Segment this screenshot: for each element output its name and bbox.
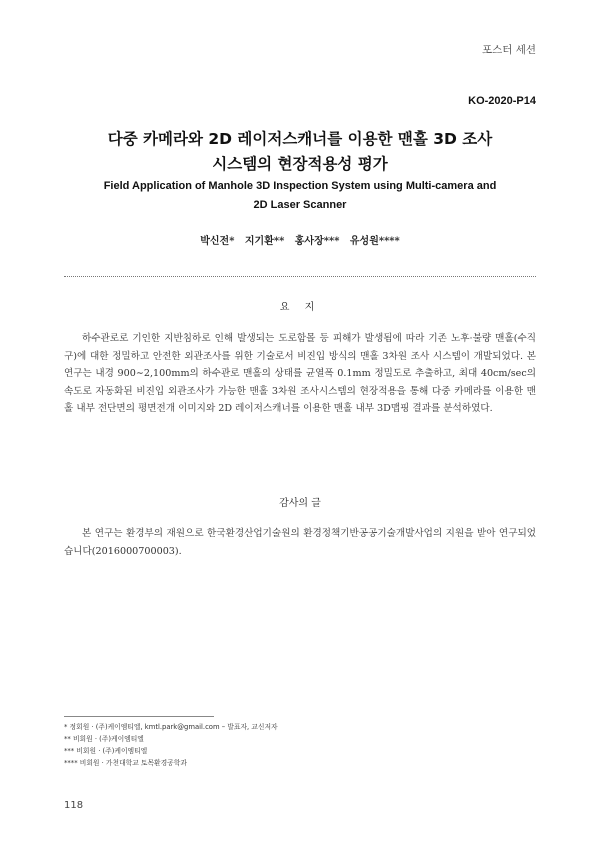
footnote-4: **** 비회원 · 가천대학교 토목환경공학과 <box>64 759 187 767</box>
title-english-line-1: Field Application of Manhole 3D Inspection System using Multi-camera and <box>103 180 497 192</box>
acknowledgement-heading: 감사의 글 <box>279 498 321 509</box>
title-korean-line-1: 다중 카메라와 2D 레이저스캐너를 이용한 맨홀 3D 조사 <box>107 130 493 148</box>
section-label: 포스터 세션 <box>481 44 536 56</box>
footnote-2: ** 비회원 · (주)케이엠티엘 <box>64 735 144 743</box>
footnotes <box>64 721 278 769</box>
footnote-1: * 정회원 · (주)케이엠티엘, kmtl.park@gmail.com – 발표자, 교신저자 <box>64 723 278 731</box>
section-divider <box>64 276 536 277</box>
title-english-line-2: 2D Laser Scanner <box>253 199 347 211</box>
page-number: 118 <box>64 800 84 811</box>
paper-id: KO-2020-P14 <box>468 95 536 107</box>
footnote-3: *** 비회원 · (주)케이엠티엘 <box>64 747 148 755</box>
title-korean-line-2: 시스템의 현장적용성 평가 <box>212 155 388 173</box>
abstract-heading: 요 지 <box>279 302 321 313</box>
footnote-rule <box>64 716 214 717</box>
acknowledgement-body <box>64 525 536 560</box>
abstract-body <box>64 330 536 418</box>
acknowledgement-text: 본 연구는 환경부의 재원으로 한국환경산업기술원의 환경정책기반공공기술개발사업의 지원을 받아 연구되었습니다(2016000700003). <box>64 528 536 557</box>
abstract-text: 하수관로로 기인한 지반침하로 인해 발생되는 도로함몰 등 피해가 발생됨에 따라 기존 노후·불량 맨홀(수직구)에 대한 정밀하고 안전한 외관조사를 위한 기술로서 비진입 방식의 맨홀 3차원 조사 시스템이 개발되었다. 본 연구는 내경 900∼2,100mm의 하수관로 맨홀의 상태를 균열폭 0.1mm 정밀도로 추출하고, 최대 40cm/sec의 속도로 자동화된 비진입 외관조사가 가능한 맨홀 3차원 조사시스템의 현장적용을 통해 다중 카메라를 이용한 맨홀 내부 전단면의 평면전개 이미지와 2D 레이저스캐너를 이용한 맨홀 내부 3D맵핑 결과를 분석하였다. <box>64 333 536 415</box>
author-list: 박신전* 지기환** 홍사장*** 유성원**** <box>200 236 400 247</box>
